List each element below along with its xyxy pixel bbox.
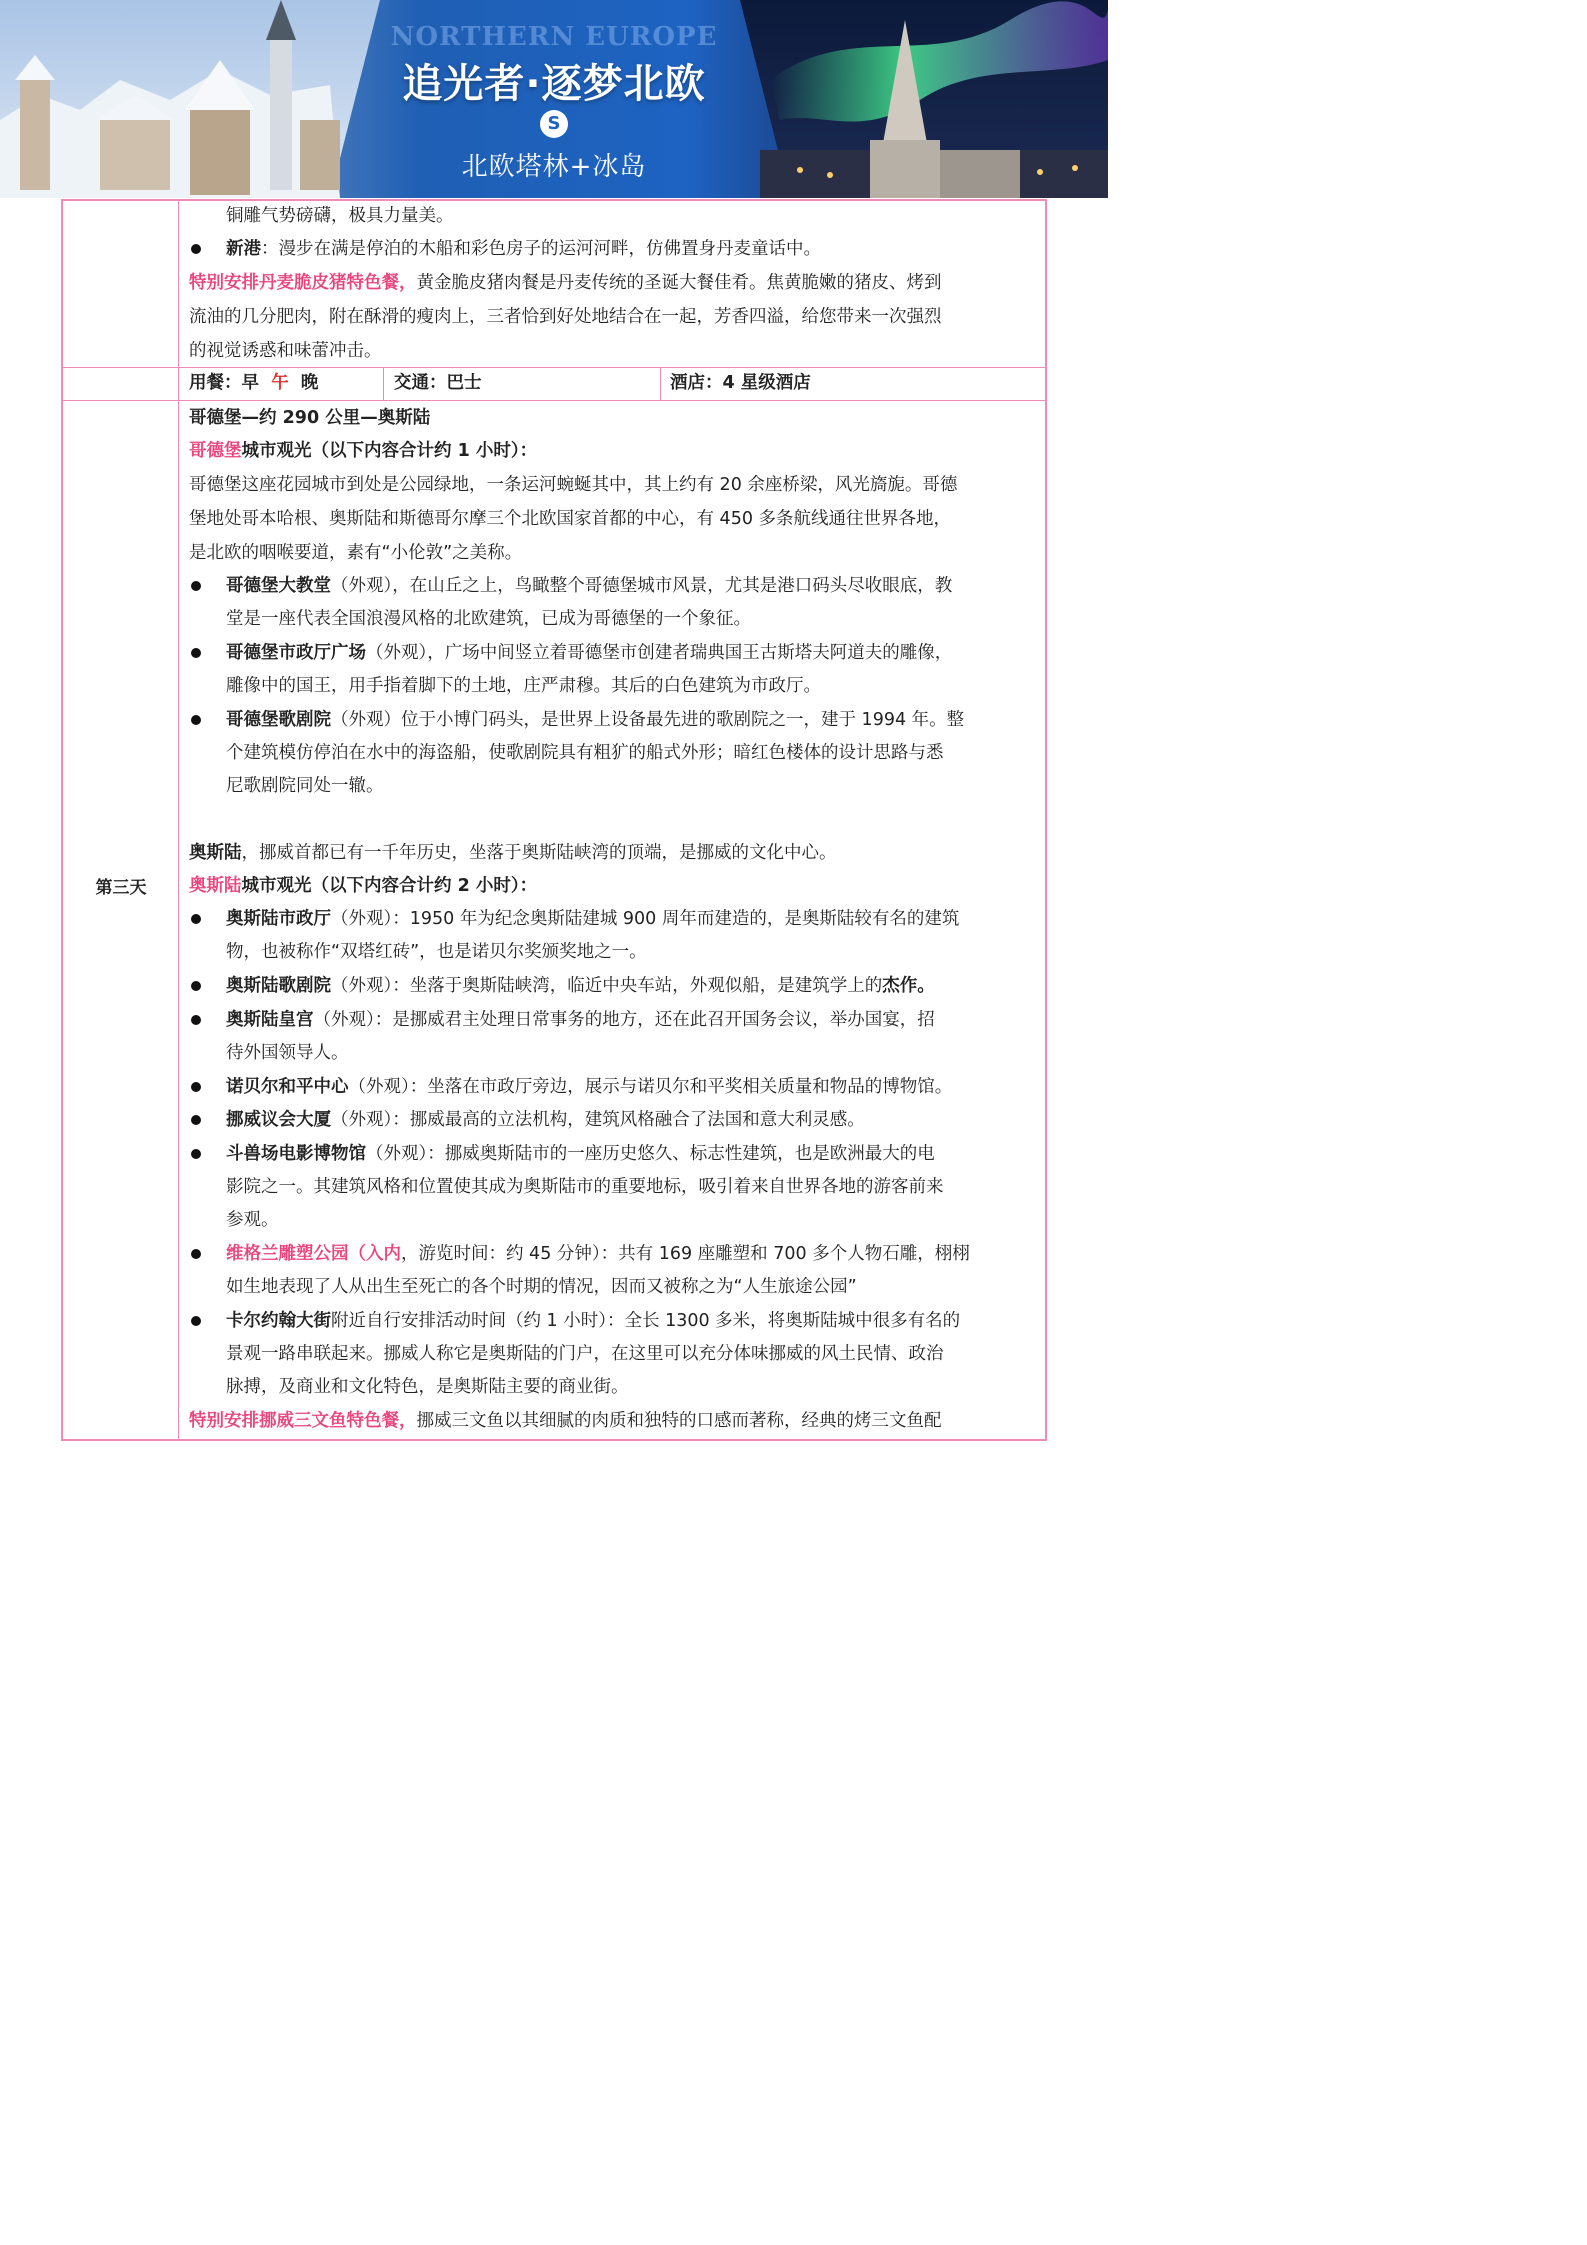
transport-cell: 交通：巴士 bbox=[394, 373, 482, 393]
list-item: 新港：漫步在满是停泊的木船和彩色房子的运河河畔，仿佛置身丹麦童话中。 bbox=[226, 239, 821, 259]
header-banner bbox=[0, 0, 1108, 198]
meals-cell: 用餐：早 午 晚 bbox=[189, 373, 319, 393]
list-item: 斗兽场电影博物馆（外观）：挪威奥斯陆市的一座历史悠久、标志性建筑，也是欧洲最大的电 bbox=[226, 1144, 935, 1164]
bullet-icon bbox=[191, 1015, 201, 1025]
text-line: 雕像中的国王，用手指着脚下的土地，庄严肃穆。其后的白色建筑为市政厅。 bbox=[226, 676, 821, 696]
text-line: 铜雕气势磅礴，极具力量美。 bbox=[226, 206, 454, 226]
text-line: 影院之一。其建筑风格和位置使其成为奥斯陆市的重要地标，吸引着来自世界各地的游客前来 bbox=[226, 1177, 944, 1197]
special-meal-note: 特别安排丹麦脆皮猪特色餐，黄金脆皮猪肉餐是丹麦传统的圣诞大餐佳肴。焦黄脆嫩的猪皮、烤到 bbox=[189, 273, 942, 293]
text-line: 是北欧的咽喉要道，素有“小伦敦”之美称。 bbox=[189, 543, 523, 563]
table-row-divider bbox=[61, 400, 1047, 401]
bullet-icon bbox=[191, 715, 201, 725]
list-item: 哥德堡市政厅广场（外观），广场中间竖立着哥德堡市创建者瑞典国王古斯塔夫阿道夫的雕像， bbox=[226, 643, 953, 663]
special-meal-note: 特别安排挪威三文鱼特色餐，挪威三文鱼以其细腻的肉质和独特的口感而著称，经典的烤三文鱼配 bbox=[189, 1411, 942, 1431]
text-line: 的视觉诱惑和味蕾冲击。 bbox=[189, 341, 382, 361]
text-line: 景观一路串联起来。挪威人称它是奥斯陆的门户，在这里可以充分体味挪威的风土民情、政治 bbox=[226, 1344, 944, 1364]
list-item: 挪威议会大厦（外观）：挪威最高的立法机构，建筑风格融合了法国和意大利灵感。 bbox=[226, 1110, 865, 1130]
banner-subtitle: 北欧塔林+冰岛 bbox=[461, 152, 647, 182]
text-line: 脉搏，及商业和文化特色，是奥斯陆主要的商业街。 bbox=[226, 1377, 629, 1397]
list-item: 奥斯陆市政厅（外观）：1950 年为纪念奥斯陆建城 900 周年而建造的，是奥斯陆较有名的建筑 bbox=[226, 909, 960, 929]
text-line: 堡地处哥本哈根、奥斯陆和斯德哥尔摩三个北欧国家首都的中心，有 450 多条航线通往世界各地， bbox=[189, 509, 952, 529]
bullet-icon bbox=[191, 914, 201, 924]
list-item: 维格兰雕塑公园（入内，游览时间：约 45 分钟）：共有 169 座雕塑和 700 多个人物石雕，栩栩 bbox=[226, 1244, 970, 1264]
meal-cell-divider bbox=[660, 367, 661, 400]
text-line: 哥德堡这座花园城市到处是公园绿地，一条运河蜿蜒其中，其上约有 20 余座桥梁，风光旖旎。哥德 bbox=[189, 475, 958, 495]
list-item: 奥斯陆皇宫（外观）：是挪威君主处理日常事务的地方，还在此召开国务会议，举办国宴，招 bbox=[226, 1010, 935, 1030]
section-heading: 奥斯陆城市观光（以下内容合计约 2 小时）： bbox=[189, 876, 538, 896]
bullet-icon bbox=[191, 1249, 201, 1259]
bullet-icon bbox=[191, 1316, 201, 1326]
table-row-divider bbox=[61, 367, 1047, 368]
route-heading: 哥德堡—约 290 公里—奥斯陆 bbox=[189, 408, 431, 428]
hotel-cell: 酒店：4 星级酒店 bbox=[670, 373, 811, 393]
text-line: 物，也被称作“双塔红砖”，也是诺贝尔奖颁奖地之一。 bbox=[226, 942, 647, 962]
bullet-icon bbox=[191, 244, 201, 254]
bullet-icon bbox=[191, 981, 201, 991]
bullet-icon bbox=[191, 1082, 201, 1092]
text-line: 个建筑模仿停泊在水中的海盗船，使歌剧院具有粗犷的船式外形；暗红色楼体的设计思路与悉 bbox=[226, 743, 944, 763]
oslo-intro: 奥斯陆，挪威首都已有一千年历史，坐落于奥斯陆峡湾的顶端，是挪威的文化中心。 bbox=[189, 843, 837, 863]
text-line: 参观。 bbox=[226, 1210, 279, 1230]
day-label: 第三天 bbox=[95, 878, 147, 898]
text-line: 流油的几分肥肉，附在酥滑的瘦肉上，三者恰到好处地结合在一起，芳香四溢，给您带来一次强烈 bbox=[189, 307, 942, 327]
text-line: 尼歌剧院同处一辙。 bbox=[226, 776, 384, 796]
text-line: 堂是一座代表全国浪漫风格的北欧建筑，已成为哥德堡的一个象征。 bbox=[226, 609, 751, 629]
meal-cell-divider bbox=[383, 367, 384, 400]
text-line: 待外国领导人。 bbox=[226, 1043, 349, 1063]
banner-english-title: NORTHERN EUROPE bbox=[390, 22, 718, 52]
bullet-icon bbox=[191, 1115, 201, 1125]
banner-title: 追光者·逐梦北欧 bbox=[402, 61, 706, 107]
list-item: 诺贝尔和平中心（外观）：坐落在市政厅旁边，展示与诺贝尔和平奖相关质量和物品的博物馆。 bbox=[226, 1077, 953, 1097]
bullet-icon bbox=[191, 581, 201, 591]
list-item: 奥斯陆歌剧院（外观）：坐落于奥斯陆峡湾，临近中央车站，外观似船，是建筑学上的杰作。 bbox=[226, 976, 935, 996]
bullet-icon bbox=[191, 648, 201, 658]
list-item: 卡尔约翰大街附近自行安排活动时间（约 1 小时）：全长 1300 多米，将奥斯陆城中很多有名的 bbox=[226, 1311, 961, 1331]
text-line: 如生地表现了人从出生至死亡的各个时期的情况，因而又被称之为“人生旅途公园” bbox=[226, 1277, 857, 1297]
bullet-icon bbox=[191, 1149, 201, 1159]
list-item: 哥德堡歌剧院（外观）位于小博门码头，是世界上设备最先进的歌剧院之一，建于 1994 年。整 bbox=[226, 710, 965, 730]
list-item: 哥德堡大教堂（外观），在山丘之上，鸟瞰整个哥德堡城市风景，尤其是港口码头尽收眼底，教 bbox=[226, 576, 953, 596]
section-heading: 哥德堡城市观光（以下内容合计约 1 小时）： bbox=[189, 441, 538, 461]
brand-logo-icon: S bbox=[540, 110, 568, 138]
table-column-divider bbox=[178, 199, 179, 1441]
